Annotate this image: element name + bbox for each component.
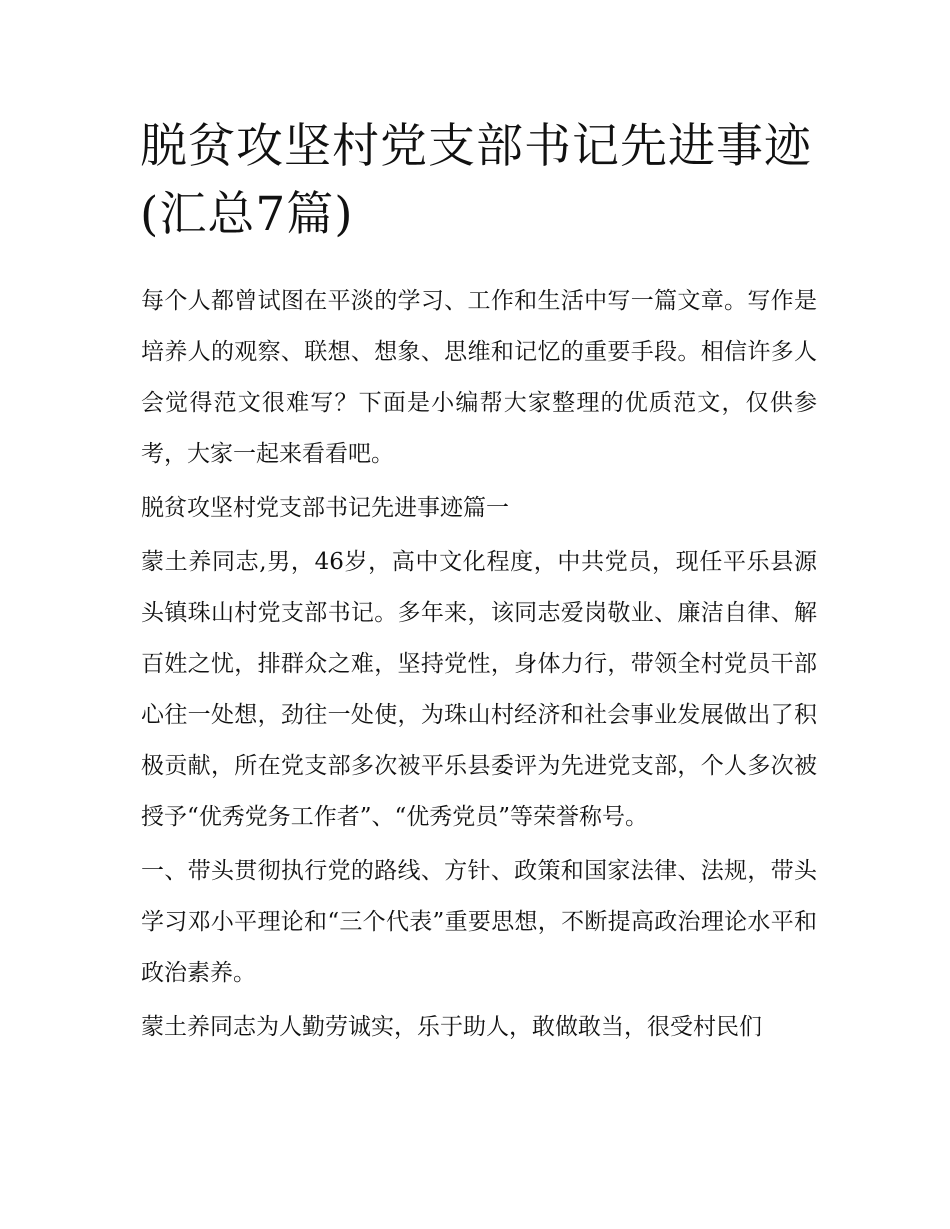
section-heading: 脱贫攻坚村党支部书记先进事迹篇一: [141, 495, 509, 521]
document-body: [141, 276, 817, 1056]
body-paragraph: 一、带头贯彻执行党的路线、方针、政策和国家法律、法规，带头学习邓小平理论和“三个代表”重要思想，不断提高政治理论水平和政治素养。: [141, 858, 817, 986]
body-paragraph: 蒙土养同志,男，46岁，高中文化程度，中共党员，现任平乐县源头镇珠山村党支部书记。多年来，该同志爱岗敬业、廉洁自律、解百姓之忧，排群众之难，坚持党性，身体力行，带领全村党员干部心往一处想，劲往一处使，为珠山村经济和社会事业发展做出了积极贡献，所在党支部多次被平乐县委评为先进党支部，个人多次被授予“优秀党务工作者”、“优秀党员”等荣誉称号。: [141, 549, 817, 830]
document-title: 脱贫攻坚村党支部书记先进事迹(汇总7篇): [140, 119, 812, 242]
body-paragraph: 蒙土养同志为人勤劳诚实，乐于助人，敢做敢当，很受村民们: [141, 1014, 762, 1040]
intro-paragraph: 每个人都曾试图在平淡的学习、工作和生活中写一篇文章。写作是培养人的观察、联想、想象、思维和记忆的重要手段。相信许多人会觉得范文很难写？下面是小编帮大家整理的优质范文，仅供参考，大家一起来看看吧。: [141, 288, 817, 467]
